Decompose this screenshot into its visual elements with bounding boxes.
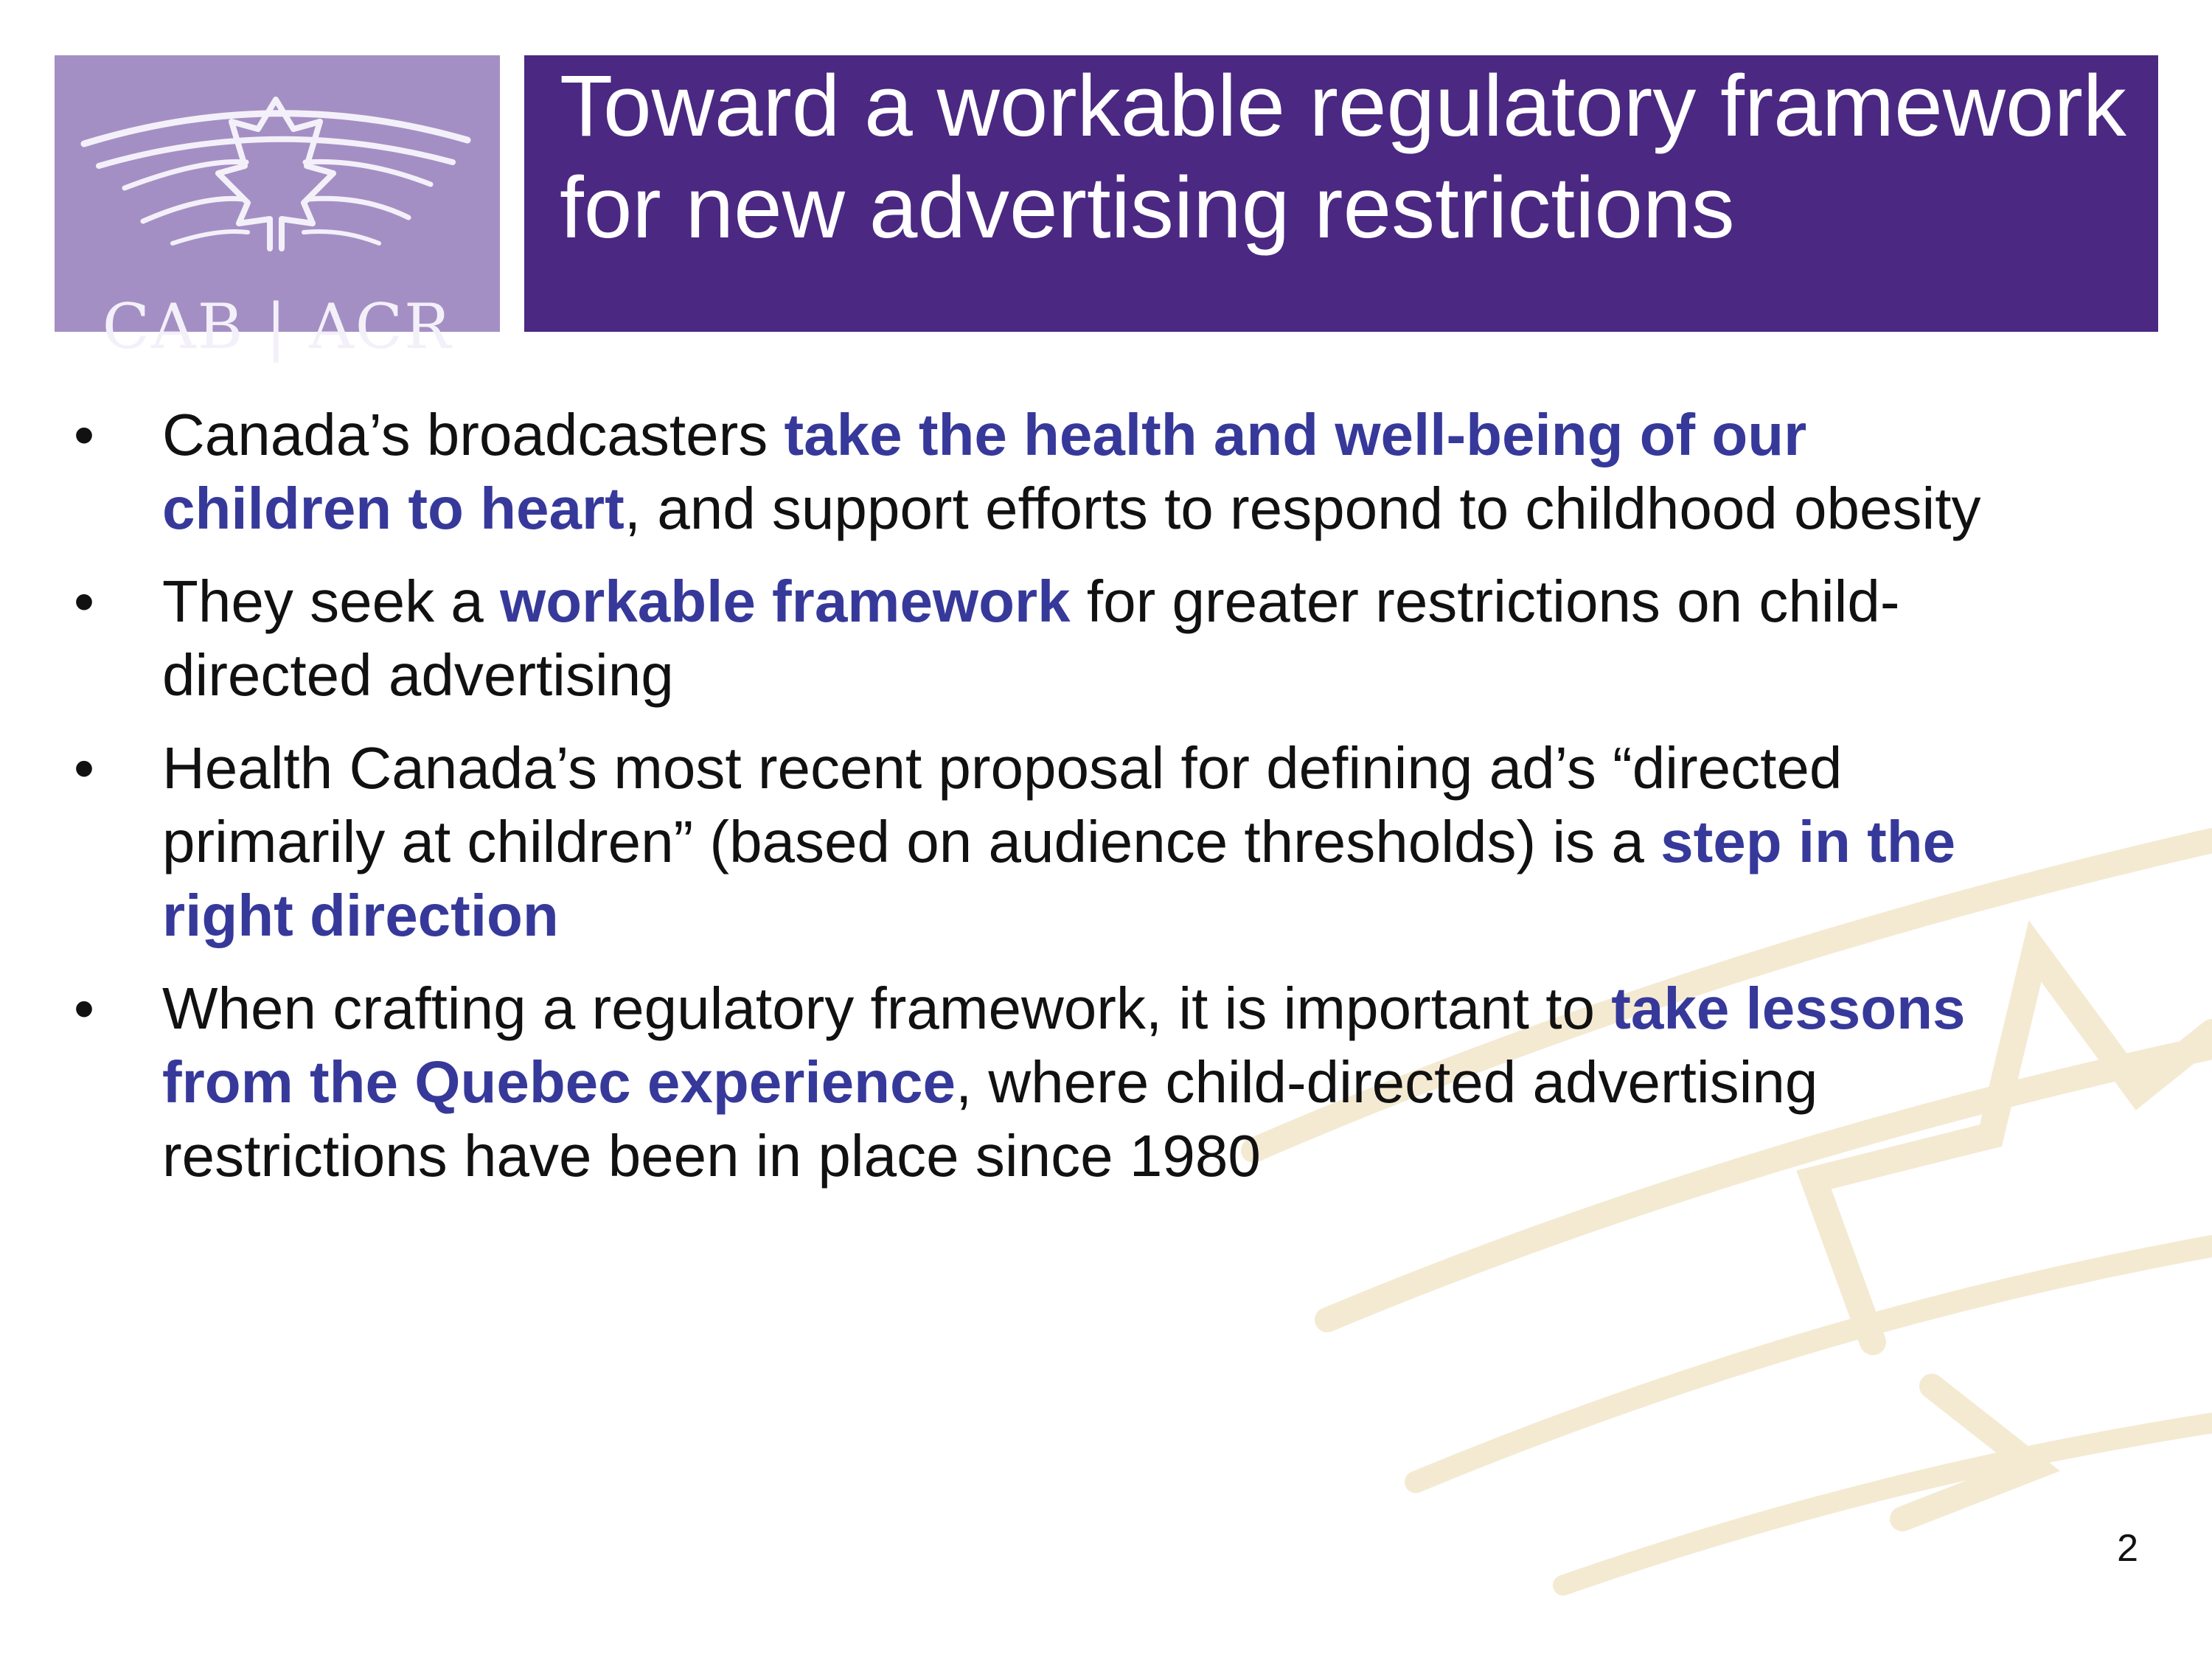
logo-text: CAB | ACR	[102, 291, 453, 363]
bullet-list	[74, 398, 2006, 1212]
bullet-text: for greater restrictions on child-directed advertising	[162, 568, 1900, 708]
bullet-text: Canada’s broadcasters	[162, 402, 785, 467]
logo	[55, 55, 500, 363]
bullet-item	[74, 565, 2006, 712]
bullet-text: They seek a	[162, 568, 501, 634]
maple-leaf-icon	[55, 55, 500, 291]
bullet-text: When crafting a regulatory framework, it is important to	[162, 975, 1612, 1041]
bullet-highlight: take lessons from the Quebec experience	[162, 975, 1966, 1115]
bullet-icon: •	[74, 975, 95, 1041]
bullet-highlight: workable framework	[500, 568, 1071, 634]
page-number: 2	[2117, 1527, 2138, 1570]
bullet-item	[74, 972, 2006, 1193]
bullet-item	[74, 731, 2006, 953]
bullet-icon: •	[74, 568, 95, 634]
bullet-highlight: step in the right direction	[162, 809, 1956, 948]
bullet-icon: •	[74, 735, 95, 801]
title-banner	[524, 55, 2158, 332]
bullet-item	[74, 398, 2006, 546]
bullet-highlight: take the health and well-being of our children to heart	[162, 402, 1807, 541]
bullet-text: , and support efforts to respond to childhood obesity	[624, 476, 1981, 541]
bullet-text: Health Canada’s most recent proposal for defining ad’s “directed primarily at children” (based on audience thresholds) is a	[162, 735, 1843, 874]
bullet-icon: •	[74, 402, 95, 467]
bullet-text: , where child-directed advertising restrictions have been in place since 1980	[162, 1049, 1818, 1189]
slide-title: Toward a workable regulatory framework for new advertising restrictions	[560, 58, 2126, 257]
